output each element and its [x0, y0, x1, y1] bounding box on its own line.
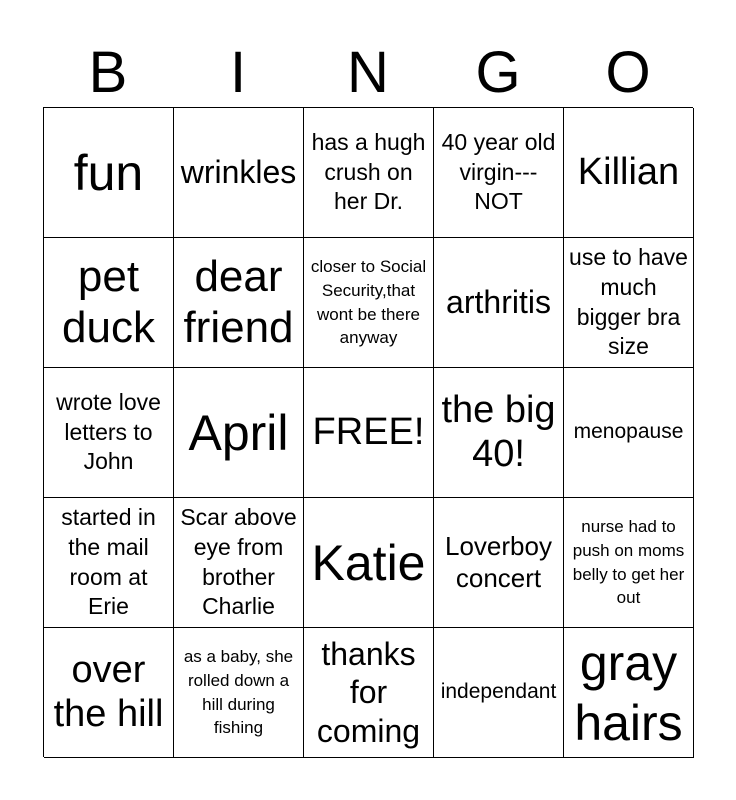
bingo-cell[interactable] — [434, 108, 564, 238]
bingo-cell[interactable] — [174, 498, 304, 628]
cell-text: arthritis — [446, 284, 551, 321]
cell-text: use to have much bigger bra size — [569, 243, 688, 360]
bingo-cell[interactable] — [304, 108, 434, 238]
cell-text: started in the mail room at Erie — [61, 503, 156, 620]
bingo-cell[interactable] — [304, 238, 434, 368]
cell-text: over the hill — [53, 648, 164, 735]
cell-text: has a hugh crush on her Dr. — [311, 128, 426, 215]
cell-text: April — [188, 404, 289, 461]
bingo-card-grid — [43, 107, 693, 757]
cell-text: Killian — [577, 150, 680, 193]
bingo-cell[interactable] — [434, 628, 564, 758]
bingo-cell[interactable] — [434, 238, 564, 368]
cell-text: independant — [440, 680, 557, 704]
cell-text: closer to Social Security,that wont be there anyway — [310, 256, 427, 348]
bingo-cell[interactable] — [44, 628, 174, 758]
bingo-cell-free[interactable] — [304, 368, 434, 498]
bingo-cell[interactable] — [434, 498, 564, 628]
cell-text: Scar above eye from brother Charlie — [180, 503, 297, 620]
cell-text: pet duck — [62, 251, 155, 352]
bingo-cell[interactable] — [564, 628, 694, 758]
bingo-header — [43, 40, 693, 106]
cell-text: fun — [73, 144, 144, 201]
header-letter-n: N — [347, 40, 389, 105]
cell-text: menopause — [573, 420, 684, 444]
cell-text: wrote love letters to John — [56, 388, 161, 475]
free-space-text: FREE! — [312, 410, 425, 453]
bingo-cell[interactable] — [44, 368, 174, 498]
cell-text: Loverboy concert — [445, 531, 552, 593]
cell-text: dear friend — [183, 251, 294, 352]
cell-text: the big 40! — [441, 388, 556, 475]
cell-text: thanks for coming — [316, 635, 421, 749]
bingo-cell[interactable] — [44, 238, 174, 368]
cell-text: nurse had to push on moms belly to get her out — [572, 516, 685, 608]
header-letter-g: G — [475, 40, 521, 105]
bingo-cell[interactable] — [564, 498, 694, 628]
bingo-cell[interactable] — [304, 498, 434, 628]
cell-text: wrinkles — [180, 154, 297, 191]
cell-text: Katie — [311, 534, 426, 591]
header-letter-o: O — [605, 40, 651, 105]
bingo-cell[interactable] — [304, 628, 434, 758]
bingo-cell[interactable] — [174, 368, 304, 498]
bingo-cell[interactable] — [564, 108, 694, 238]
cell-text: as a baby, she rolled down a hill during fishing — [183, 646, 294, 738]
cell-text: 40 year old virgin---NOT — [441, 128, 556, 215]
bingo-cell[interactable] — [44, 108, 174, 238]
bingo-cell[interactable] — [564, 368, 694, 498]
bingo-cell[interactable] — [44, 498, 174, 628]
bingo-cell[interactable] — [174, 628, 304, 758]
header-letter-b: B — [88, 40, 128, 105]
bingo-cell[interactable] — [434, 368, 564, 498]
cell-text: gray hairs — [574, 634, 683, 751]
header-letter-i: I — [229, 40, 247, 105]
bingo-cell[interactable] — [174, 108, 304, 238]
bingo-cell[interactable] — [564, 238, 694, 368]
bingo-cell[interactable] — [174, 238, 304, 368]
